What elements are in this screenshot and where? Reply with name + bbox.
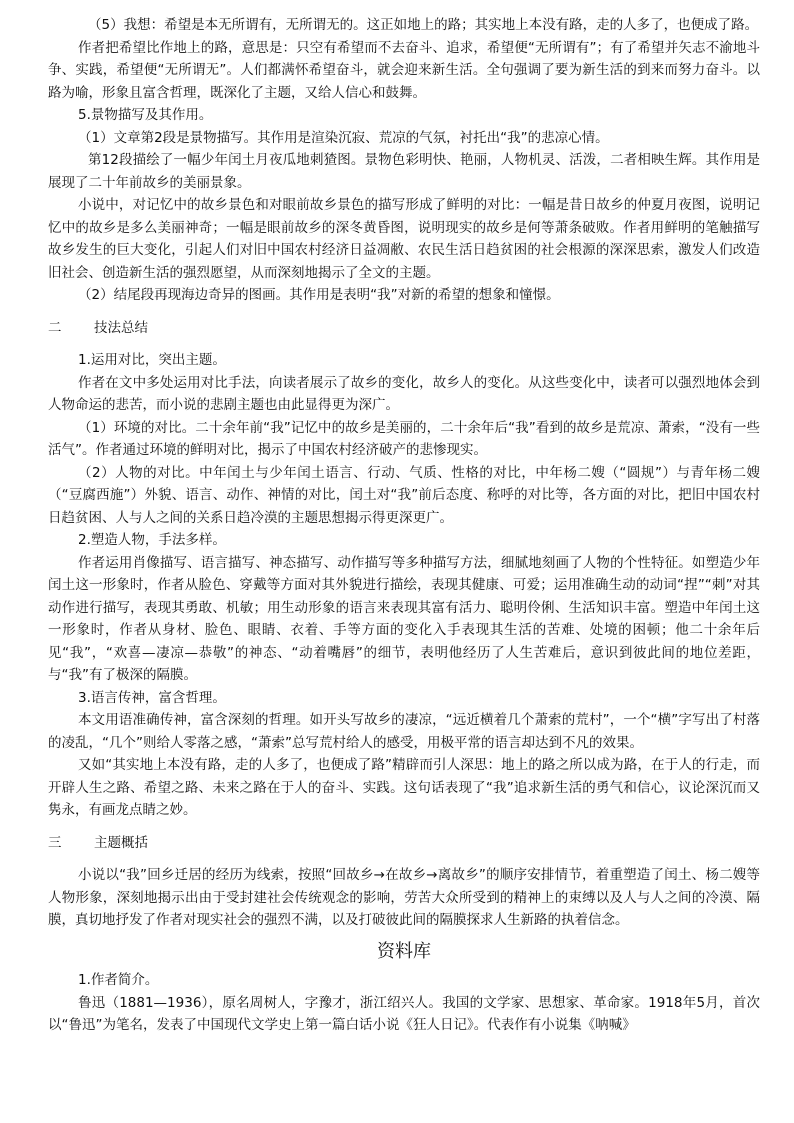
section-heading-theme <box>48 832 760 855</box>
section-number: 三 <box>48 834 62 851</box>
paragraph-group-a <box>48 14 760 307</box>
paragraph: 2.塑造人物，手法多样。 <box>78 532 226 548</box>
paragraph: 作者把希望比作地上的路，意思是：只空有希望而不去奋斗、追求，希望便“无所谓有”；有了希望并矢志不渝地斗争、实践，希望便“无所谓无”。人们都满怀希望奋斗，就会迎来新生活。全句强调了要为新生活的到来而努力奋斗。以路为喻，形象且富含哲理，既深化了主题，又给人信心和鼓舞。 <box>48 39 760 101</box>
paragraph-group-c <box>48 864 760 932</box>
paragraph: 作者运用肖像描写、语言描写、神态描写、动作描写等多种描写方法，细腻地刻画了人物的个性特征。如塑造少年闰土这一形象时，作者从脸色、穿戴等方面对其外貌进行描绘，表现其健康、可爱；运用准确生动的动词“捏”“刺”对其动作进行描写，表现其勇敢、机敏；用生动形象的语言来表现其富有活力、聪明伶俐、生活知识丰富。塑造中年闰土这一形象时，作者从身材、脸色、眼睛、衣着、手等方面的变化入手表现其生活的苦难、处境的困顿；他二十余年后见“我”，“欢喜—凄凉—恭敬”的神态、“动着嘴唇”的细节，表明他经历了人生苦难后，意识到彼此间的地位差距，与“我”有了极深的隔膜。 <box>48 554 760 683</box>
paragraph: （2）结尾段再现海边奇异的图画。其作用是表明“我”对新的希望的想象和憧憬。 <box>78 287 560 303</box>
section-title: 技法总结 <box>94 319 148 336</box>
paragraph: 1.运用对比，突出主题。 <box>78 352 226 368</box>
paragraph: 本文用语准确传神，富含深刻的哲理。如开头写故乡的凄凉，“远近横着几个萧索的荒村”，一个“横”字写出了村落的凌乱，“几个”则给人零落之感，“萧索”总写荒村给人的感受，用极平常的语言却达到不凡的效果。 <box>48 712 760 751</box>
library-title: 资料库 <box>377 940 431 962</box>
paragraph-group-d <box>48 969 760 1037</box>
paragraph: 5.景物描写及其作用。 <box>78 107 213 123</box>
paragraph: 又如“其实地上本没有路，走的人多了，也便成了路”精辟而引人深思：地上的路之所以成为路，在于人的行走，而开辟人生之路、希望之路、未来之路在于人的奋斗、实践。这句话表现了“我”追求新生活的勇气和信心，议论深沉而又隽永，有画龙点睛之妙。 <box>48 757 760 818</box>
section-heading-techniques <box>48 317 760 340</box>
paragraph: 1.作者简介。 <box>78 972 159 988</box>
paragraph: （1）环境的对比。二十余年前“我”记忆中的故乡是美丽的，二十余年后“我”看到的故乡是荒凉、萧索，“没有一些活气”。作者通过环境的鲜明对比，揭示了中国农村经济破产的悲惨现实。 <box>48 419 760 458</box>
paragraph: 第12段描绘了一幅少年闰土月夜瓜地刺猹图。景物色彩明快、艳丽，人物机灵、活泼，二者相映生辉。其作用是展现了二十年前故乡的美丽景象。 <box>48 152 760 191</box>
paragraph: 小说中，对记忆中的故乡景色和对眼前故乡景色的描写形成了鲜明的对比：一幅是昔日故乡的仲夏月夜图，说明记忆中的故乡是多么美丽神奇；一幅是眼前故乡的深冬黄昏图，说明现实的故乡是何等萧条破败。作者用鲜明的笔触描写故乡发生的巨大变化，引起人们对旧中国农村经济日益凋敝、农民生活日趋贫困的社会根源的深深思索，激发人们改造旧社会、创造新生活的强烈愿望，从而深刻地揭示了全文的主题。 <box>48 197 760 281</box>
document-page <box>48 14 760 1037</box>
section-title: 主题概括 <box>94 834 148 851</box>
paragraph: （2）人物的对比。中年闰土与少年闰土语言、行动、气质、性格的对比，中年杨二嫂（“圆规”）与青年杨二嫂（“豆腐西施”）外貌、语言、动作、神情的对比，闰土对“我”前后态度、称呼的对比等，各方面的对比，把旧中国农村日趋贫困、人与人之间的关系日趋冷漠的主题思想揭示得更深更广。 <box>48 464 760 526</box>
paragraph: 3.语言传神，富含哲理。 <box>78 689 226 706</box>
paragraph: （1）文章第2段是景物描写。其作用是渲染沉寂、荒凉的气氛，衬托出“我”的悲凉心情。 <box>78 129 609 146</box>
paragraph: 作者在文中多处运用对比手法，向读者展示了故乡的变化，故乡人的变化。从这些变化中，读者可以强烈地体会到人物命运的悲苦，而小说的悲剧主题也由此显得更为深广。 <box>48 374 760 413</box>
paragraph: 鲁迅（1881—1936），原名周树人，字豫才，浙江绍兴人。我国的文学家、思想家、革命家。1918年5月，首次以“鲁迅”为笔名，发表了中国现代文学史上第一篇白话小说《狂人日记》。代表作有小说集《呐喊》 <box>48 994 760 1033</box>
paragraph: 小说以“我”回乡迁居的经历为线索，按照“回故乡→在故乡→离故乡”的顺序安排情节，着重塑造了闰土、杨二嫂等人物形象，深刻地揭示出由于受封建社会传统观念的影响，劳苦大众所受到的精神上的束缚以及人与人之间的冷漠、隔膜，真切地抒发了作者对现实社会的强烈不满，以及打破彼此间的隔膜探求人生新路的执着信念。 <box>48 867 760 928</box>
section-number: 二 <box>48 319 62 336</box>
paragraph: （5）我想：希望是本无所谓有，无所谓无的。这正如地上的路；其实地上本没有路，走的人多了，也便成了路。 <box>88 17 759 33</box>
paragraph-group-b <box>48 349 760 822</box>
